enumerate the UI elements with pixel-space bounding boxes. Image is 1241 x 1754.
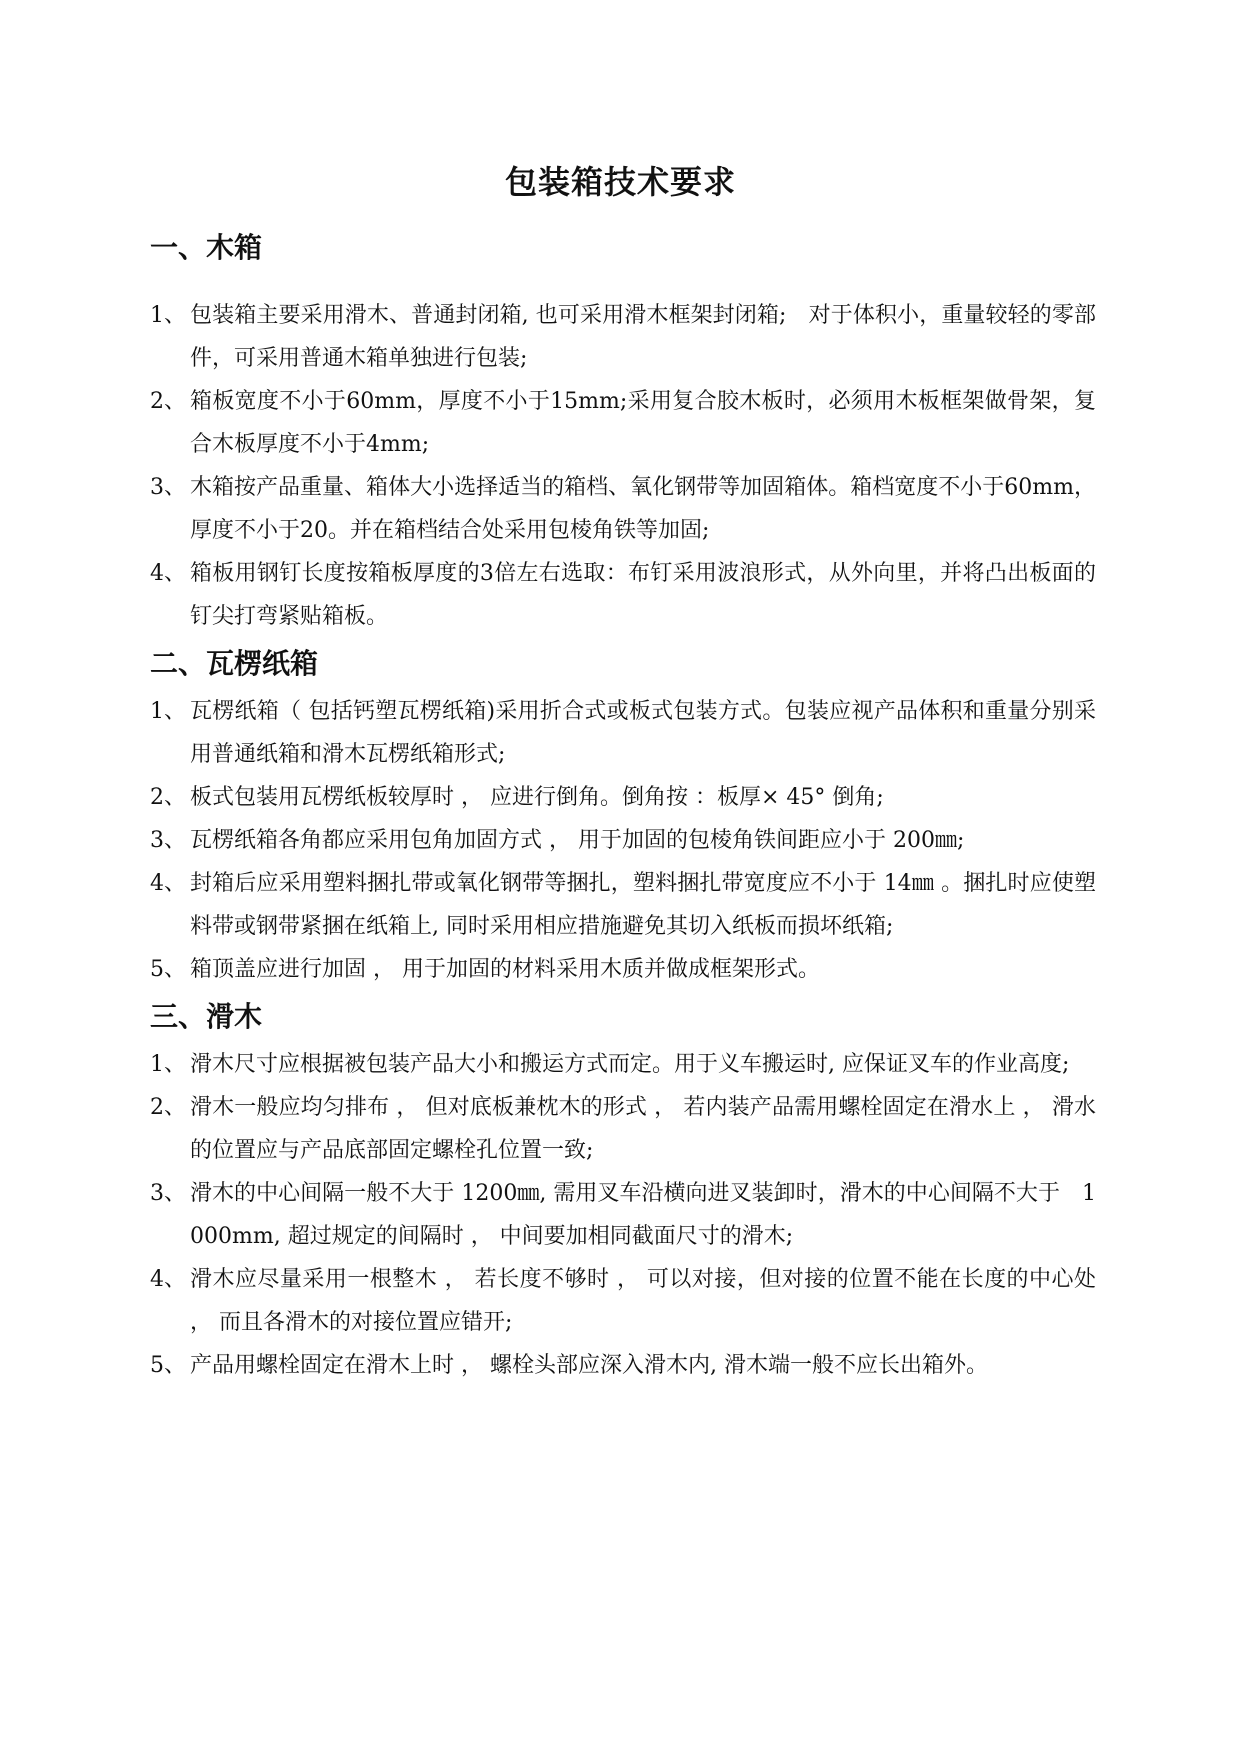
list-item xyxy=(150,1086,1096,1172)
item-text: 板式包装用瓦楞纸板较厚时 ， 应进行倒角。倒角按 ：板厚× 45° 倒角; xyxy=(190,785,884,810)
document-title: 包装箱技术要求 xyxy=(504,163,736,201)
skid-requirements-list xyxy=(150,1043,1096,1387)
item-text: 滑木尺寸应根据被包装产品大小和搬运方式而定。用于义车搬运时, 应保证叉车的作业高度; xyxy=(190,1052,1070,1077)
section-heading-corrugated-box: 二、瓦楞纸箱 xyxy=(150,647,319,680)
item-number: 2、 xyxy=(150,1095,186,1120)
item-text: 箱板宽度不小于60mm，厚度不小于15mm;采用复合胶木板时，必须用木板框架做骨架，复合木板厚度不小于4mm; xyxy=(190,389,1096,457)
list-item xyxy=(150,1258,1096,1344)
item-number: 1、 xyxy=(150,699,186,724)
list-item xyxy=(150,380,1096,466)
item-text: 滑木应尽量采用一根整木 ， 若长度不够时 ， 可以对接，但对接的位置不能在长度的中心处 ， 而且各滑木的对接位置应错开; xyxy=(190,1267,1096,1335)
wooden-box-requirements-list xyxy=(150,294,1096,638)
corrugated-box-requirements-list xyxy=(150,690,1096,991)
item-number: 1、 xyxy=(150,1052,186,1077)
section-heading-skid: 三、滑木 xyxy=(150,1000,263,1033)
item-text: 瓦楞纸箱各角都应采用包角加固方式 ， 用于加固的包棱角铁间距应小于 200㎜; xyxy=(190,828,965,853)
item-number: 4、 xyxy=(150,1267,186,1292)
item-number: 1、 xyxy=(150,303,186,328)
list-item xyxy=(150,776,1096,819)
item-text: 封箱后应采用塑料捆扎带或氧化钢带等捆扎，塑料捆扎带宽度应不小于 14㎜ 。捆扎时应使塑料带或钢带紧捆在纸箱上, 同时采用相应措施避免其切入纸板而损坏纸箱; xyxy=(190,871,1096,939)
item-text: 滑木一般应均匀排布 ， 但对底板兼枕木的形式 ， 若内装产品需用螺栓固定在滑水上 ， 滑水的位置应与产品底部固定螺栓孔位置一致; xyxy=(190,1095,1096,1163)
list-item xyxy=(150,1043,1096,1086)
item-text: 瓦楞纸箱（ 包括钙塑瓦楞纸箱)采用折合式或板式包装方式。包装应视产品体积和重量分别采用普通纸箱和滑木瓦楞纸箱形式; xyxy=(190,699,1096,767)
item-number: 2、 xyxy=(150,785,186,810)
item-number: 2、 xyxy=(150,389,186,414)
list-item xyxy=(150,294,1096,380)
list-item xyxy=(150,690,1096,776)
item-number: 4、 xyxy=(150,561,186,586)
item-number: 5、 xyxy=(150,957,186,982)
list-item xyxy=(150,1344,1096,1387)
list-item xyxy=(150,862,1096,948)
item-number: 3、 xyxy=(150,475,186,500)
item-text: 木箱按产品重量、箱体大小选择适当的箱档、氧化钢带等加固箱体。箱档宽度不小于60mm，厚度不小于20。并在箱档结合处采用包棱角铁等加固; xyxy=(190,475,1096,543)
list-item xyxy=(150,819,1096,862)
item-number: 4、 xyxy=(150,871,186,896)
list-item xyxy=(150,466,1096,552)
item-number: 3、 xyxy=(150,828,186,853)
document-body xyxy=(150,222,1096,1387)
item-text: 箱板用钢钉长度按箱板厚度的3倍左右选取：布钉采用波浪形式，从外向里，并将凸出板面的钉尖打弯紧贴箱板。 xyxy=(190,561,1096,629)
item-number: 3、 xyxy=(150,1181,186,1206)
list-item xyxy=(150,552,1096,638)
list-item xyxy=(150,948,1096,991)
item-text: 滑木的中心间隔一般不大于 1200㎜, 需用叉车沿横向进叉装卸时，滑木的中心间隔不大于 1000mm, 超过规定的间隔时 ， 中间要加相同截面尺寸的滑木; xyxy=(190,1181,1096,1249)
item-number: 5、 xyxy=(150,1353,186,1378)
item-text: 产品用螺栓固定在滑木上时 ， 螺栓头部应深入滑木内, 滑木端一般不应长出箱外。 xyxy=(190,1353,988,1378)
section-heading-wooden-box: 一、木箱 xyxy=(150,231,263,264)
list-item xyxy=(150,1172,1096,1258)
item-text: 包装箱主要采用滑木、普通封闭箱, 也可采用滑木框架封闭箱; 对于体积小，重量较轻的零部件，可采用普通木箱单独进行包装; xyxy=(190,303,1096,371)
item-text: 箱顶盖应进行加固 ， 用于加固的材料采用木质并做成框架形式。 xyxy=(190,957,820,982)
